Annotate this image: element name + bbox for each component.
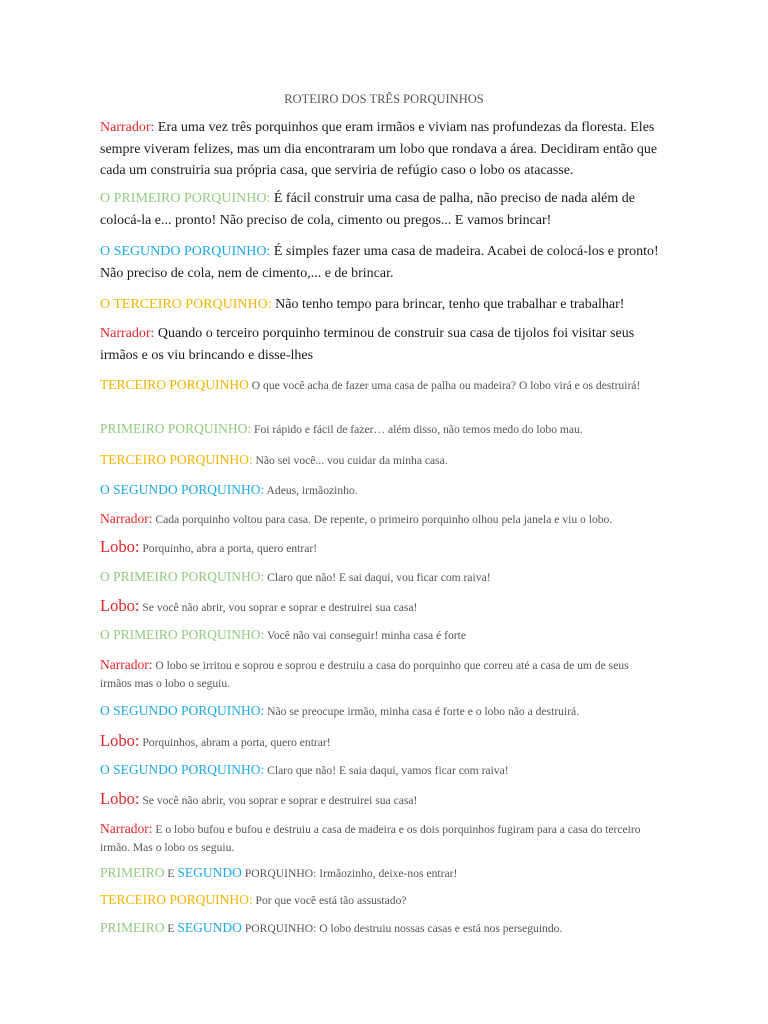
dialogue-text: E o lobo bufou e bufou e destruiu a casa de madeira e os dois porquinhos fugiram para a casa do terceiro irmão. Mas o lobo os seguiu. bbox=[100, 823, 641, 854]
speaker-label: O SEGUNDO PORQUINHO: bbox=[100, 244, 271, 259]
speaker-label: O PRIMEIRO PORQUINHO: bbox=[100, 627, 265, 642]
dialogue-text: Não sei você... vou cuidar da minha casa. bbox=[252, 454, 448, 467]
dialogue-text: Você não vai conseguir! minha casa é forte bbox=[264, 629, 467, 642]
script-line bbox=[100, 188, 660, 231]
speaker-label: O PRIMEIRO PORQUINHO: bbox=[100, 569, 265, 584]
dialogue-text: O que você acha de fazer uma casa de palha ou madeira? O lobo virá e os destruirá! bbox=[248, 379, 641, 392]
speaker-label: Lobo: bbox=[100, 537, 140, 556]
speaker-label: O SEGUNDO PORQUINHO: bbox=[100, 703, 265, 718]
dialogue-text: É fácil construir uma casa de palha, não preciso de nada além de colocá-la e... pronto! Não preciso de cola, cimento ou pregos... E vamos brincar! bbox=[100, 191, 635, 228]
dialogue-text: Por que você está tão assustado? bbox=[252, 894, 407, 907]
speaker-label: O SEGUNDO PORQUINHO: bbox=[100, 482, 265, 497]
speaker-label: PRIMEIRO PORQUINHO: bbox=[100, 421, 252, 436]
dialogue-text: Se você não abrir, vou soprar e soprar e destruirei sua casa! bbox=[139, 794, 418, 807]
script-line bbox=[100, 323, 660, 366]
speaker-label: Narrador: bbox=[100, 657, 153, 672]
script-line bbox=[100, 568, 660, 587]
script-line bbox=[100, 538, 660, 558]
dialogue-text: Se você não abrir, vou soprar e soprar e destruirei sua casa! bbox=[139, 601, 418, 614]
script-line bbox=[100, 376, 660, 395]
speaker-suffix: PORQUINHO: bbox=[241, 867, 317, 880]
speaker-label-b: SEGUNDO bbox=[177, 865, 242, 880]
speaker-label: TERCEIRO PORQUINHO bbox=[100, 377, 249, 392]
speaker-label: Lobo: bbox=[100, 596, 140, 615]
script-line bbox=[100, 790, 660, 810]
script-line bbox=[100, 420, 660, 439]
script-line bbox=[100, 761, 660, 780]
dialogue-text: Quando o terceiro porquinho terminou de construir sua casa de tijolos foi visitar seus irmãos e os viu brincando e disse-lhes bbox=[100, 326, 635, 363]
speaker-label: TERCEIRO PORQUINHO: bbox=[100, 892, 253, 907]
dialogue-text: Claro que não! E saia daqui, vamos ficar com raiva! bbox=[264, 764, 509, 777]
script-line bbox=[100, 597, 660, 617]
dialogue-text: Porquinho, abra a porta, quero entrar! bbox=[139, 542, 318, 555]
script-line bbox=[100, 451, 660, 470]
speaker-label: O SEGUNDO PORQUINHO: bbox=[100, 762, 265, 777]
script-line bbox=[100, 117, 660, 182]
speaker-label: O PRIMEIRO PORQUINHO: bbox=[100, 191, 271, 206]
speaker-label-b: SEGUNDO bbox=[177, 920, 242, 935]
script-line bbox=[100, 481, 660, 500]
dialogue-text: Não se preocupe irmão, minha casa é forte e o lobo não a destruirá. bbox=[264, 705, 580, 718]
document-title: ROTEIRO DOS TRÊS PORQUINHOS bbox=[284, 92, 484, 106]
dialogue-text: Claro que não! E sai daqui, vou ficar com raiva! bbox=[264, 571, 491, 584]
dialogue-text: Porquinhos, abram a porta, quero entrar! bbox=[139, 736, 331, 749]
speaker-joiner: E bbox=[164, 922, 178, 935]
script-line bbox=[100, 294, 660, 316]
script-line bbox=[100, 510, 660, 529]
speaker-label: Lobo: bbox=[100, 731, 140, 750]
speaker-label: O TERCEIRO PORQUINHO: bbox=[100, 297, 272, 312]
speaker-suffix: PORQUINHO: bbox=[241, 922, 317, 935]
dialogue-text: Era uma vez três porquinhos que eram irmãos e viviam nas profundezas da floresta. Eles sempre viveram felizes, mas um dia encontraram um lobo que rondava a área. Decidiram então que cada um construiria sua própria casa, que serviria de refúgio caso o lobo os atacasse. bbox=[100, 120, 658, 178]
dialogue-text: Cada porquinho voltou para casa. De repente, o primeiro porquinho olhou pela janela e viu o lobo. bbox=[152, 513, 613, 526]
dialogue-text: Não tenho tempo para brincar, tenho que trabalhar e trabalhar! bbox=[271, 297, 625, 312]
script-line bbox=[100, 656, 660, 692]
speaker-label: Narrador: bbox=[100, 120, 155, 135]
dialogue-text: É simples fazer uma casa de madeira. Acabei de colocá-los e pronto! Não preciso de cola, nem de cimento,... e de brincar. bbox=[100, 244, 659, 281]
script-line bbox=[100, 241, 660, 284]
script-line bbox=[100, 864, 660, 883]
speaker-label-a: PRIMEIRO bbox=[100, 865, 165, 880]
speaker-label-a: PRIMEIRO bbox=[100, 920, 165, 935]
script-line bbox=[100, 820, 660, 856]
speaker-joiner: E bbox=[164, 867, 178, 880]
script-line bbox=[100, 626, 660, 645]
dialogue-text: Foi rápido e fácil de fazer… além disso, não temos medo do lobo mau. bbox=[251, 423, 583, 436]
speaker-label: Narrador: bbox=[100, 821, 153, 836]
dialogue-text: O lobo destruiu nossas casas e está nos perseguindo. bbox=[316, 922, 563, 935]
speaker-label: Narrador: bbox=[100, 326, 155, 341]
dialogue-text: Irmãozinho, deixe-nos entrar! bbox=[316, 867, 458, 880]
speaker-label: Narrador: bbox=[100, 511, 153, 526]
script-line bbox=[100, 732, 660, 752]
speaker-label: Lobo: bbox=[100, 789, 140, 808]
script-line bbox=[100, 891, 660, 910]
dialogue-text: O lobo se irritou e soprou e soprou e destruiu a casa do porquinho que correu até a casa de um de seus irmãos mas o lobo o seguiu. bbox=[100, 659, 629, 690]
script-line bbox=[100, 702, 660, 721]
speaker-label: TERCEIRO PORQUINHO: bbox=[100, 452, 253, 467]
dialogue-text: Adeus, irmãozinho. bbox=[264, 484, 358, 497]
script-line bbox=[100, 919, 660, 938]
